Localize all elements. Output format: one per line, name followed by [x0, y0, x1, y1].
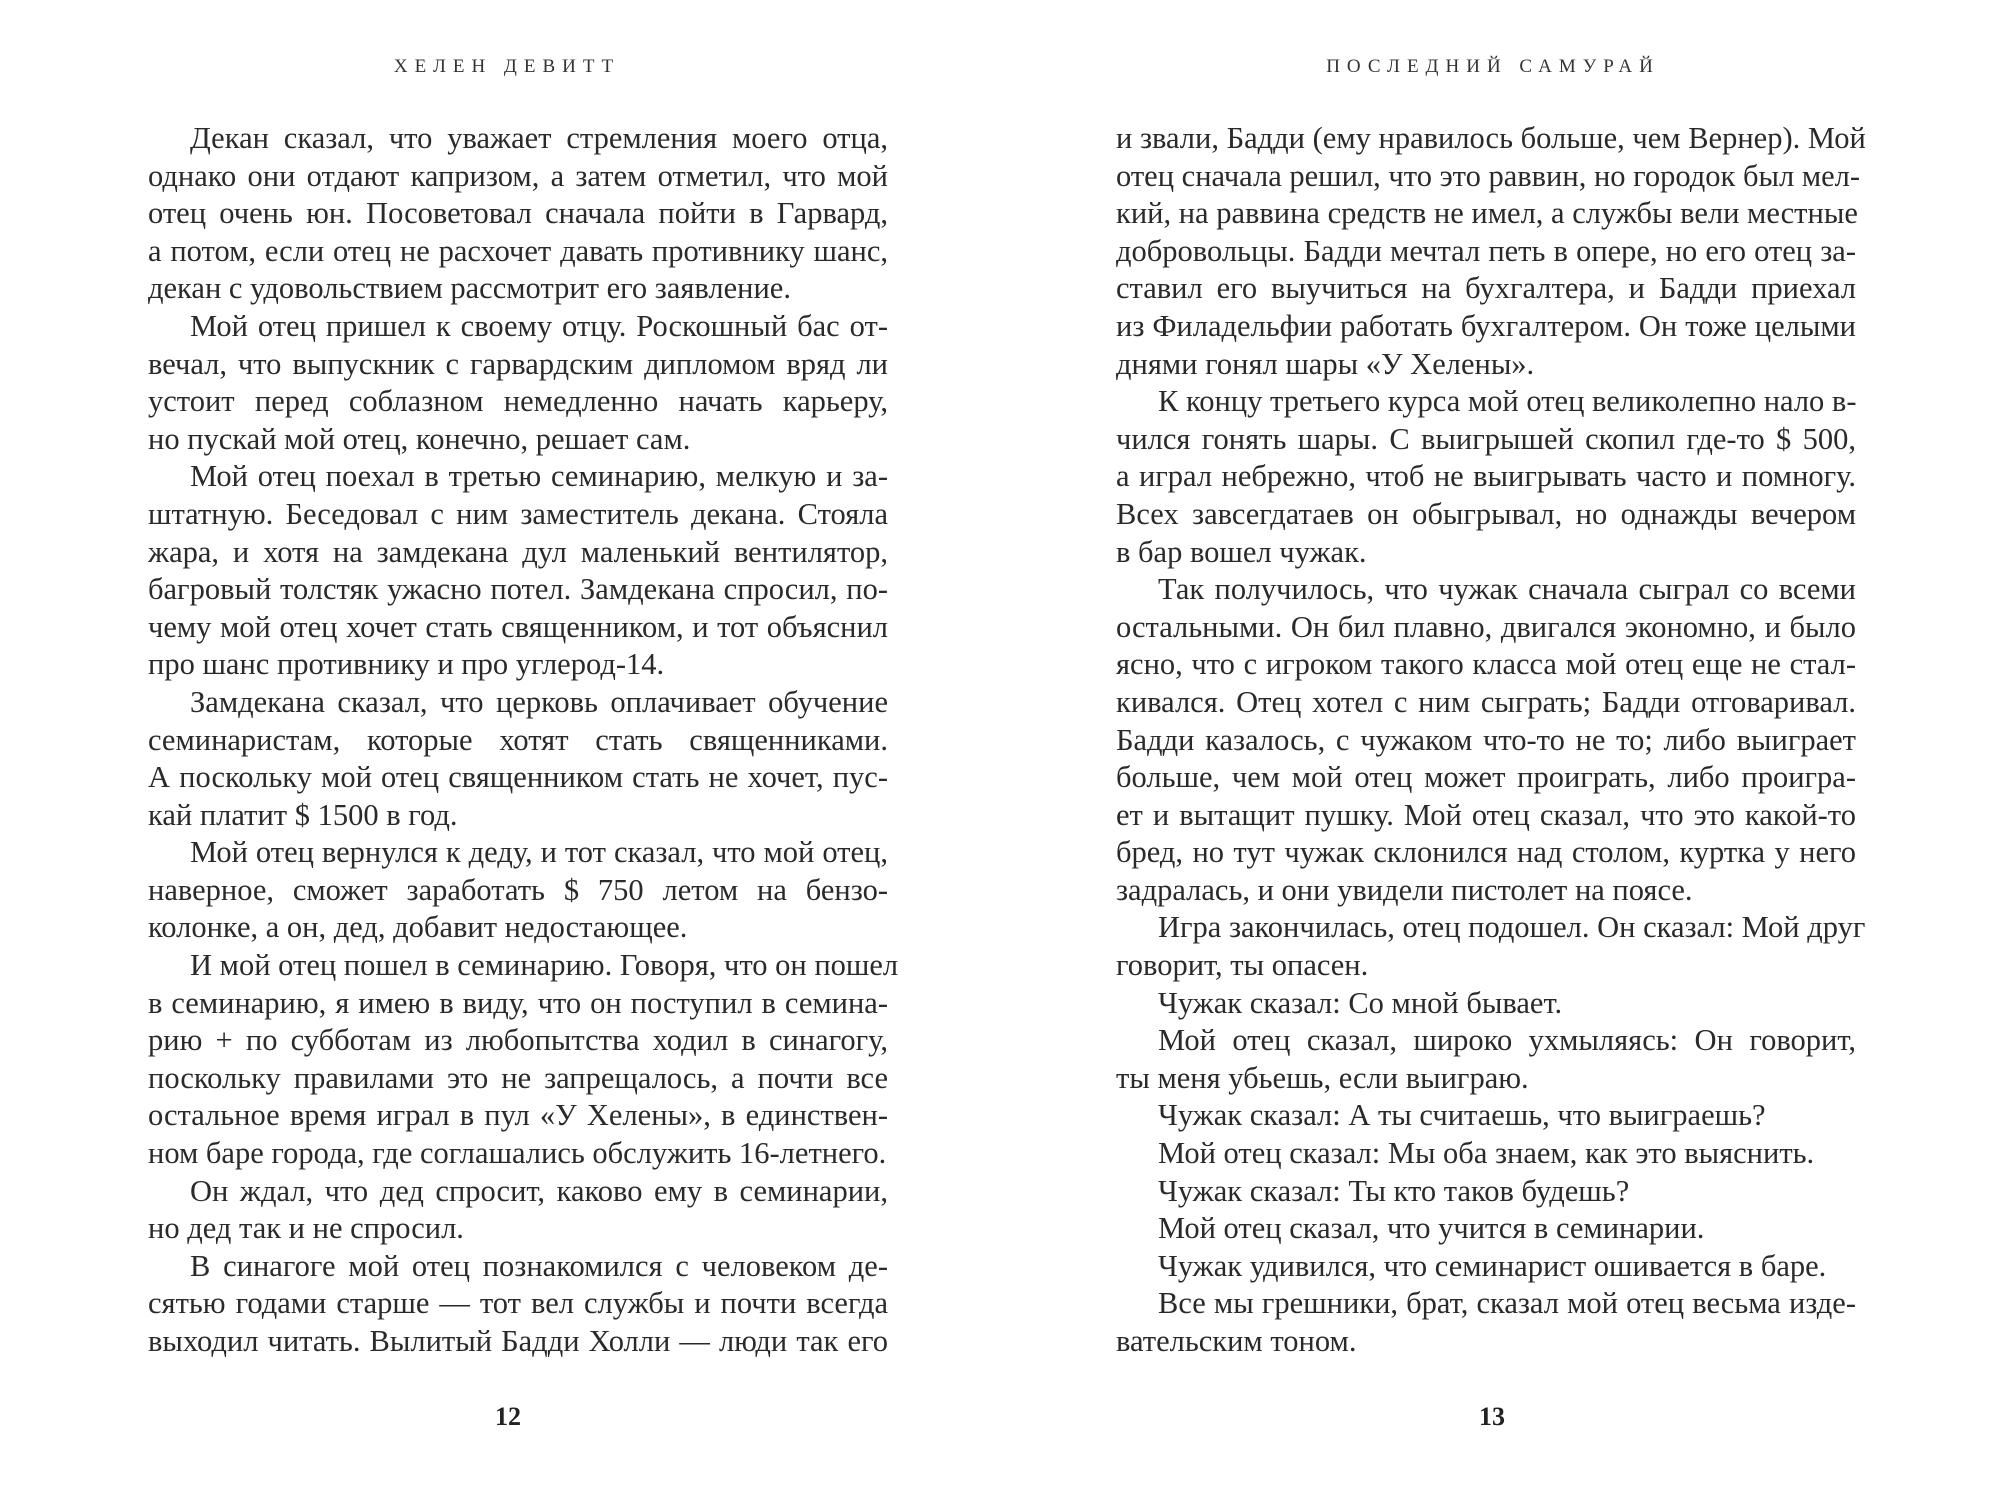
text-line: рию + по субботам из любопытства ходил в синагогу, — [148, 1023, 888, 1058]
text-line: добровольцы. Бадди мечтал петь в опере, но его отец за- — [1116, 233, 1856, 268]
text-line: Игра закончилась, отец подошел. Он сказал: Мой друг — [1158, 910, 1866, 945]
text-line: Чужак удивился, что семинарист ошивается в баре. — [1158, 1248, 1827, 1283]
text-line: остальное время играл в пул «У Хелены», в единствен- — [148, 1098, 888, 1133]
text-line: штатную. Беседовал с ним заместитель декана. Стояла — [148, 496, 888, 531]
text-line: Мой отец сказал, широко ухмыляясь: Он говорит, — [1158, 1023, 1856, 1058]
text-line: сятью годами старше — тот вел службы и почти всегда — [148, 1286, 888, 1321]
body-text-left — [148, 120, 899, 1361]
text-line: Всех завсегдатаев он обыгрывал, но однажды вечером — [1116, 496, 1856, 531]
text-line: кивался. Отец хотел с ним сыграть; Бадди отговаривал. — [1116, 684, 1856, 719]
text-line: бред, но тут чужак склонился над столом, куртка у него — [1116, 835, 1856, 870]
text-line: про шанс противнику и про углерод-14. — [148, 647, 665, 682]
text-line: жара, и хотя на замдекана дул маленький вентилятор, — [148, 534, 888, 569]
text-line: Мой отец поехал в третью семинарию, мелкую и за- — [190, 459, 888, 494]
text-line: Мой отец сказал, что учится в семинарии. — [1158, 1211, 1705, 1246]
text-line: ты меня убьешь, если выиграю. — [1116, 1060, 1529, 1095]
text-line: однако они отдают капризом, а затем отметил, что мой — [148, 158, 888, 193]
text-line: устоит перед соблазном немедленно начать карьеру, — [148, 384, 888, 419]
text-line: но пускай мой отец, конечно, решает сам. — [148, 421, 691, 456]
text-line: Он ждал, что дед спросит, каково ему в семинарии, — [190, 1173, 888, 1208]
text-line: поскольку правилами это не запрещалось, а почти все — [148, 1060, 888, 1095]
text-line: выходил читать. Вылитый Бадди Холли — люди так его — [148, 1324, 888, 1358]
text-line: и звали, Бадди (ему нравилось больше, чем Вернер). Мой — [1116, 121, 1866, 155]
running-head-author: ХЕЛЕН ДЕВИТТ — [393, 56, 621, 77]
text-line: Чужак сказал: Со мной бывает. — [1158, 985, 1563, 1020]
text-line: Так получилось, что чужак сначала сыграл со всеми — [1158, 572, 1856, 607]
text-line: больше, чем мой отец может проиграть, либо проигра- — [1116, 760, 1856, 795]
text-line: ясно, что с игроком такого класса мой отец еще не стал- — [1116, 647, 1856, 682]
text-line: отец очень юн. Посоветовал сначала пойти в Гарвард, — [148, 196, 888, 231]
text-line: Мой отец вернулся к деду, и тот сказал, что мой отец, — [190, 835, 888, 870]
text-line: Декан сказал, что уважает стремления моего отца, — [190, 121, 888, 155]
text-line: в семинарию, я имею в виду, что он поступил в семина- — [148, 985, 888, 1020]
text-line: чился гонять шары. С выигрышей скопил где-то $ 500, — [1116, 421, 1856, 456]
text-line: колонке, а он, дед, добавит недостающее. — [148, 910, 688, 945]
text-line: ет и вытащит пушку. Мой отец сказал, что это какой-то — [1116, 797, 1856, 832]
text-line: задралась, и они увидели пистолет на поясе. — [1116, 872, 1693, 907]
text-line: а потом, если отец не расхочет давать противнику шанс, — [148, 233, 888, 268]
text-line: вательским тоном. — [1116, 1324, 1357, 1358]
text-line: К концу третьего курса мой отец великолепно нало в- — [1158, 384, 1857, 419]
text-line: говорит, ты опасен. — [1116, 948, 1369, 983]
text-line: Чужак сказал: А ты считаешь, что выиграешь? — [1158, 1098, 1766, 1133]
text-line: декан с удовольствием рассмотрит его заявление. — [148, 271, 791, 306]
text-line: чему мой отец хочет стать священником, и тот объяснил — [148, 609, 888, 644]
text-line: наверное, сможет заработать $ 750 летом на бензо- — [148, 872, 888, 907]
text-line: кай платит $ 1500 в год. — [148, 797, 458, 832]
text-line: из Филадельфии работать бухгалтером. Он тоже целыми — [1116, 308, 1856, 343]
text-line: Мой отец сказал: Мы оба знаем, как это выяснить. — [1158, 1136, 1815, 1171]
text-line: кий, на раввина средств не имел, а службы вели местные — [1116, 196, 1858, 231]
text-line: В синагоге мой отец познакомился с человеком де- — [190, 1248, 888, 1283]
text-line: ставил его выучиться на бухгалтера, и Бадди приехал — [1116, 271, 1856, 306]
text-line: семинаристам, которые хотят стать священниками. — [148, 722, 888, 757]
text-line: Чужак сказал: Ты кто таков будешь? — [1158, 1173, 1630, 1208]
text-line: остальными. Он бил плавно, двигался экономно, и было — [1116, 609, 1856, 644]
right-page — [1000, 0, 2000, 1488]
body-text-right — [1116, 120, 1866, 1361]
text-line: но дед так и не спросил. — [148, 1211, 464, 1246]
text-line: А поскольку мой отец священником стать не хочет, пус- — [148, 760, 888, 795]
text-line: отец сначала решил, что это раввин, но городок был мел- — [1116, 158, 1861, 193]
text-line: днями гонял шары «У Хелены». — [1116, 346, 1535, 381]
text-line: И мой отец пошел в семинарию. Говоря, что он пошел — [190, 948, 899, 983]
text-line: вечал, что выпускник с гарвардским дипломом вряд ли — [148, 346, 888, 381]
text-line: Все мы грешники, брат, сказал мой отец весьма изде- — [1158, 1286, 1856, 1321]
running-head-title: ПОСЛЕДНИЙ САМУРАЙ — [1326, 56, 1660, 77]
text-line: багровый толстяк ужасно потел. Замдекана спросил, по- — [148, 572, 888, 607]
text-line: Мой отец пришел к своему отцу. Роскошный бас от- — [190, 308, 888, 343]
page-number-left: 12 — [495, 1402, 521, 1431]
text-line: а играл небрежно, чтоб не выигрывать часто и помногу. — [1116, 459, 1856, 494]
text-line: Замдекана сказал, что церковь оплачивает обучение — [190, 684, 888, 719]
text-line: ном баре города, где соглашались обслужить 16-летнего. — [148, 1136, 887, 1171]
text-line: в бар вошел чужак. — [1116, 534, 1367, 569]
text-line: Бадди казалось, с чужаком что-то не то; либо выиграет — [1116, 722, 1856, 757]
page-number-right: 13 — [1479, 1402, 1505, 1431]
